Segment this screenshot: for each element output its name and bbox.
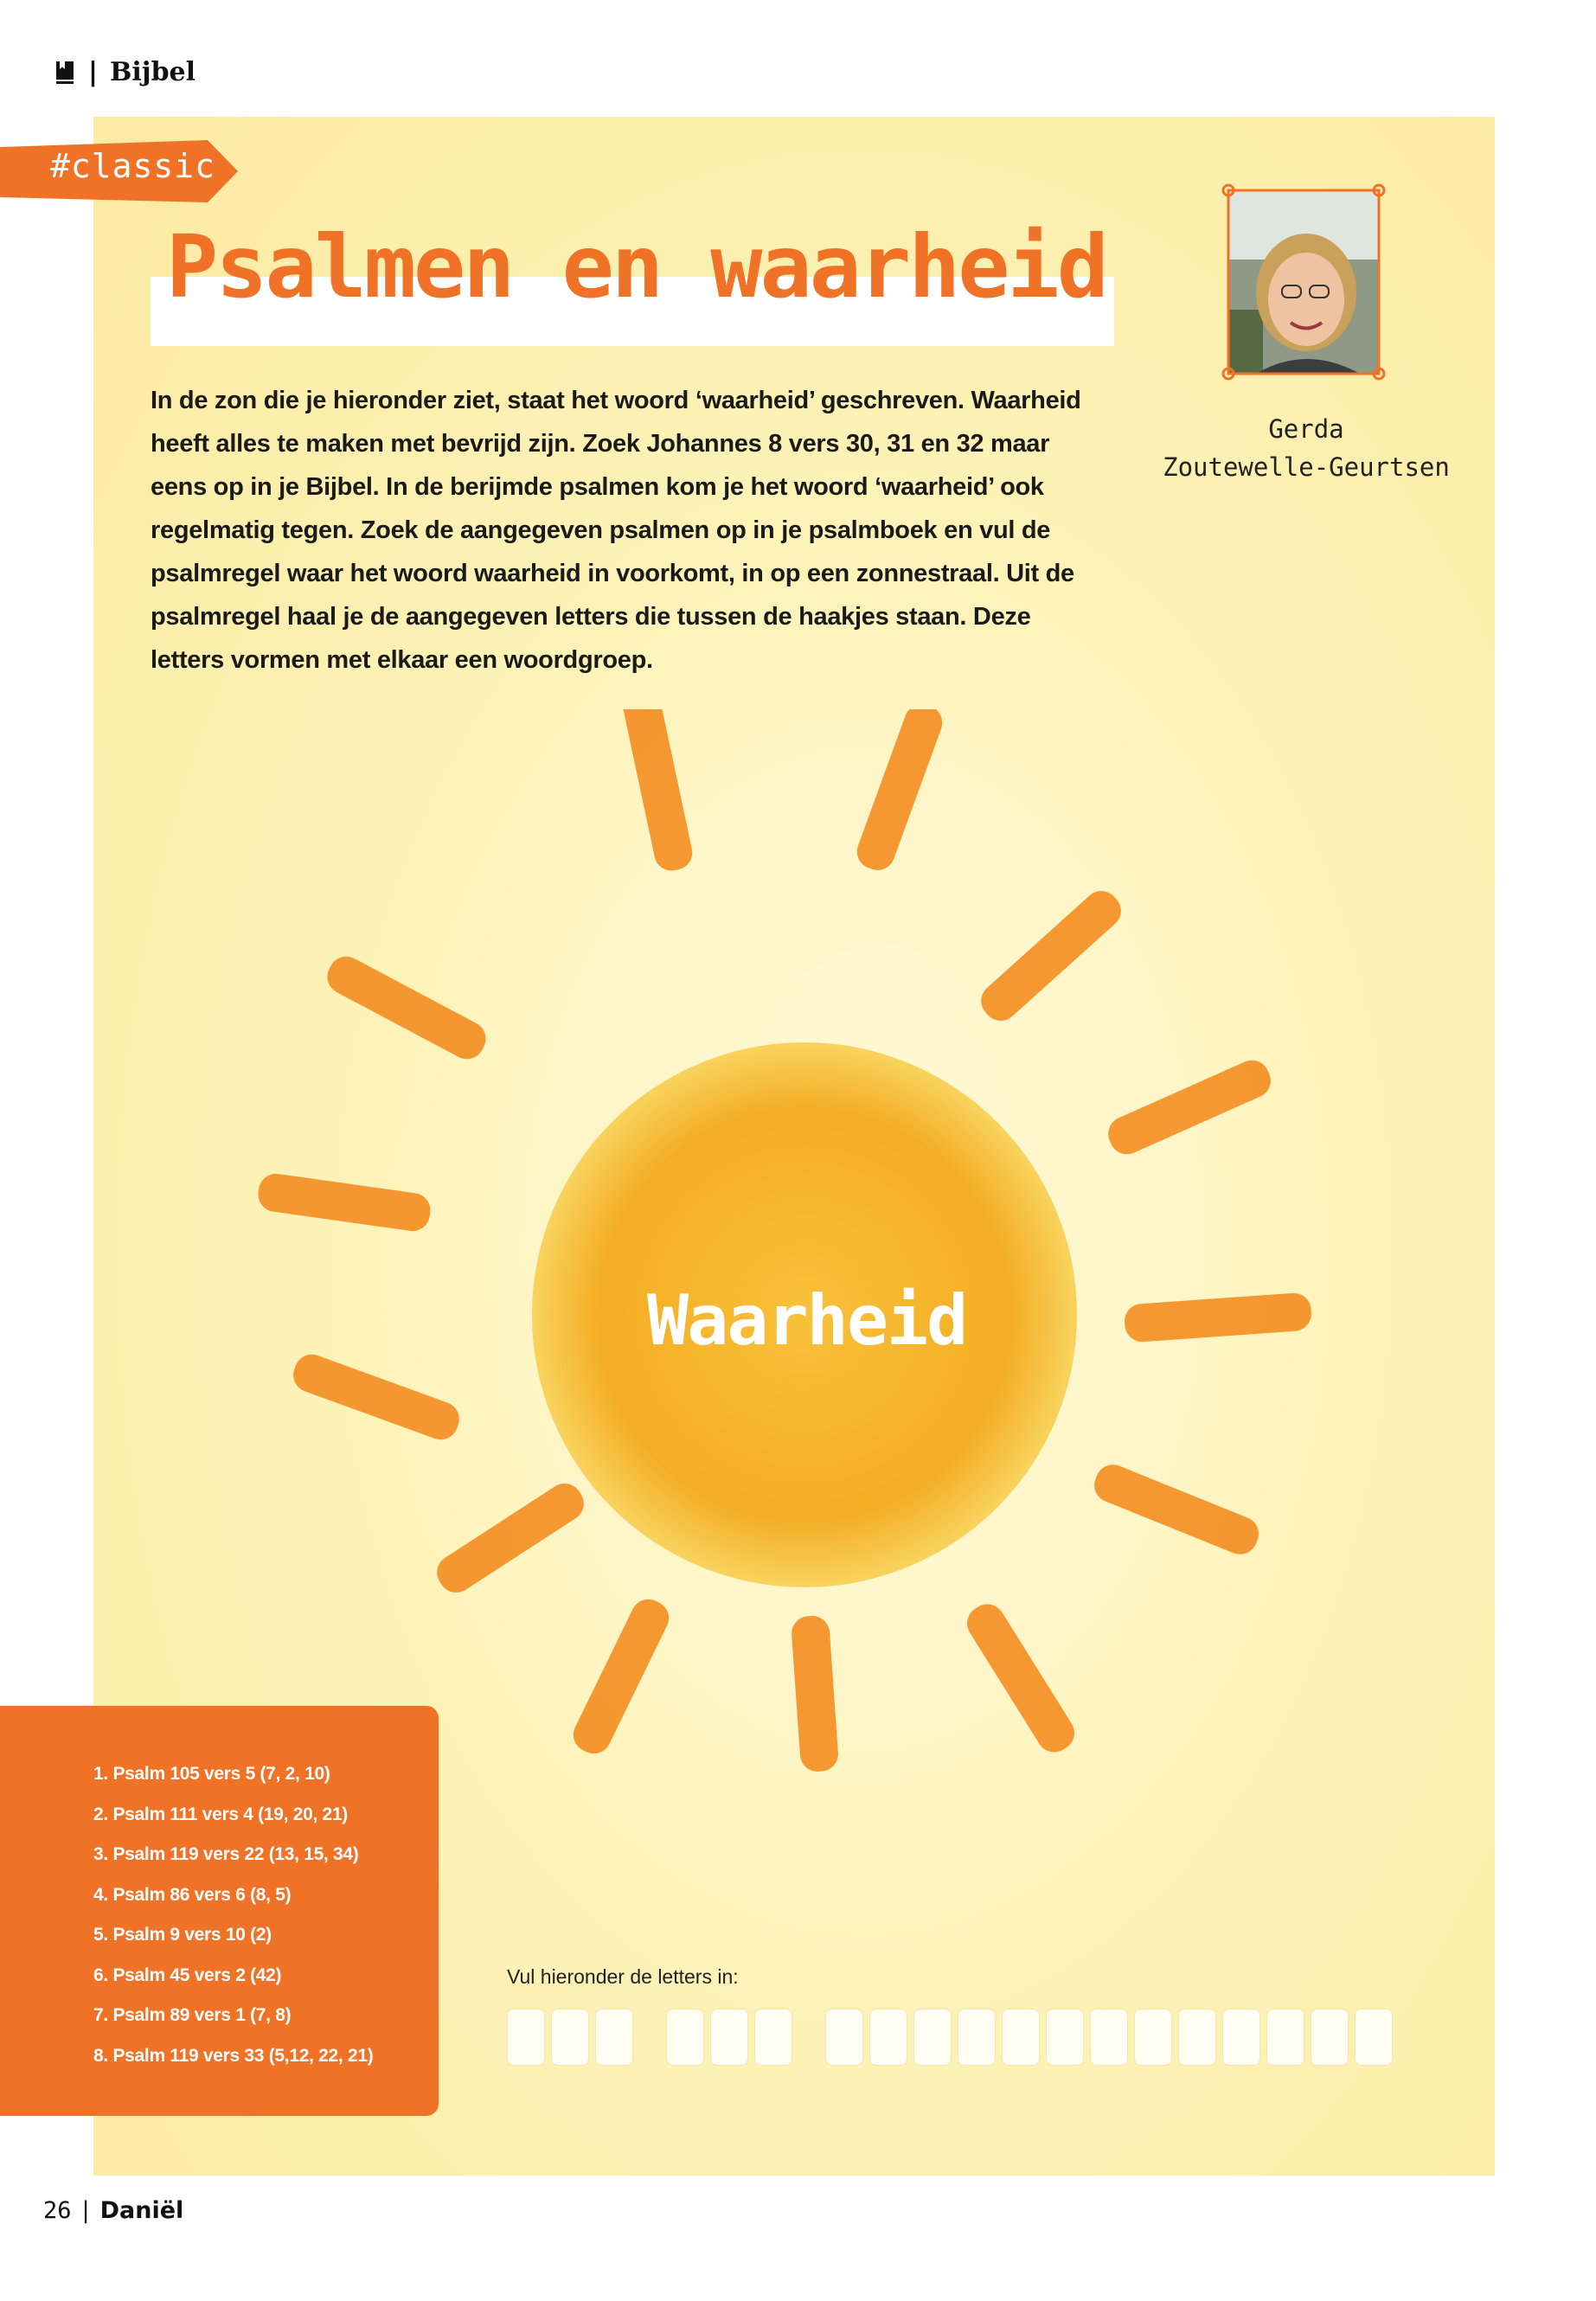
letter-box[interactable]	[1090, 2009, 1128, 2066]
letter-group	[507, 2009, 633, 2066]
letter-box[interactable]	[754, 2009, 792, 2066]
footer-separator: |	[81, 2197, 90, 2224]
psalm-list	[93, 1754, 373, 2076]
letter-box[interactable]	[1222, 2009, 1260, 2066]
section-label: Bijbel	[109, 57, 196, 87]
author-first-name: Gerda	[1268, 414, 1344, 444]
letter-group	[666, 2009, 792, 2066]
intro-paragraph: In de zon die je hieronder ziet, staat het woord ‘waarheid’ geschreven. Waarheid heeft alles te maken met bevrijd zijn. Zoek Johannes 8 vers 30, 31 en 32 maar eens op in je Bijbel. In de berijmde psalmen kom je het woord ‘waarheid’ ook regelmatig tegen. Zoek de aangegeven psalmen op in je psalmboek en vul de psalmregel waar het woord waarheid in voorkomt, in op een zonnestraal. Uit de psalmregel haal je de aangegeven letters die tussen de haakjes staan. Deze letters vormen met elkaar een woordgroep.	[151, 387, 1081, 674]
letter-box[interactable]	[1355, 2009, 1393, 2066]
letter-box[interactable]	[1002, 2009, 1040, 2066]
author-last-name: Zoutewelle-Geurtsen	[1163, 452, 1450, 482]
psalm-item: 1. Psalm 105 vers 5 (7, 2, 10)	[93, 1764, 330, 1784]
letter-group	[825, 2009, 1393, 2066]
book-icon	[54, 60, 76, 86]
psalm-item: 2. Psalm 111 vers 4 (19, 20, 21)	[93, 1804, 348, 1824]
page-header	[54, 57, 195, 87]
fill-in-label: Vul hieronder de letters in:	[507, 1965, 739, 1988]
letter-box[interactable]	[1046, 2009, 1084, 2066]
letter-box[interactable]	[958, 2009, 996, 2066]
letter-box[interactable]	[710, 2009, 748, 2066]
letter-box[interactable]	[595, 2009, 633, 2066]
magazine-name: Daniël	[99, 2197, 184, 2224]
psalm-item: 3. Psalm 119 vers 22 (13, 15, 34)	[93, 1844, 359, 1864]
author-photo	[1221, 180, 1386, 384]
letter-box[interactable]	[507, 2009, 545, 2066]
author-name	[1159, 410, 1453, 486]
letter-box[interactable]	[913, 2009, 952, 2066]
letter-box[interactable]	[1178, 2009, 1216, 2066]
letter-box[interactable]	[551, 2009, 589, 2066]
psalm-item: 7. Psalm 89 vers 1 (7, 8)	[93, 2005, 292, 2025]
letter-box-row	[507, 2009, 1426, 2066]
header-separator: |	[88, 57, 98, 87]
letter-box[interactable]	[1134, 2009, 1172, 2066]
psalm-item: 6. Psalm 45 vers 2 (42)	[93, 1965, 282, 1985]
page-number: 26	[43, 2197, 72, 2224]
psalm-item: 8. Psalm 119 vers 33 (5,12, 22, 21)	[93, 2045, 374, 2066]
letter-box[interactable]	[1266, 2009, 1304, 2066]
sun-word: Waarheid	[647, 1280, 967, 1361]
psalm-item: 4. Psalm 86 vers 6 (8, 5)	[93, 1884, 292, 1905]
psalm-item: 5. Psalm 9 vers 10 (2)	[93, 1925, 272, 1945]
letter-box[interactable]	[1311, 2009, 1349, 2066]
page-footer	[43, 2197, 183, 2224]
category-tag: #classic	[50, 147, 216, 185]
letter-box[interactable]	[869, 2009, 907, 2066]
letter-box[interactable]	[666, 2009, 704, 2066]
page-title: Psalmen en waarheid	[166, 216, 1106, 317]
letter-box[interactable]	[825, 2009, 863, 2066]
